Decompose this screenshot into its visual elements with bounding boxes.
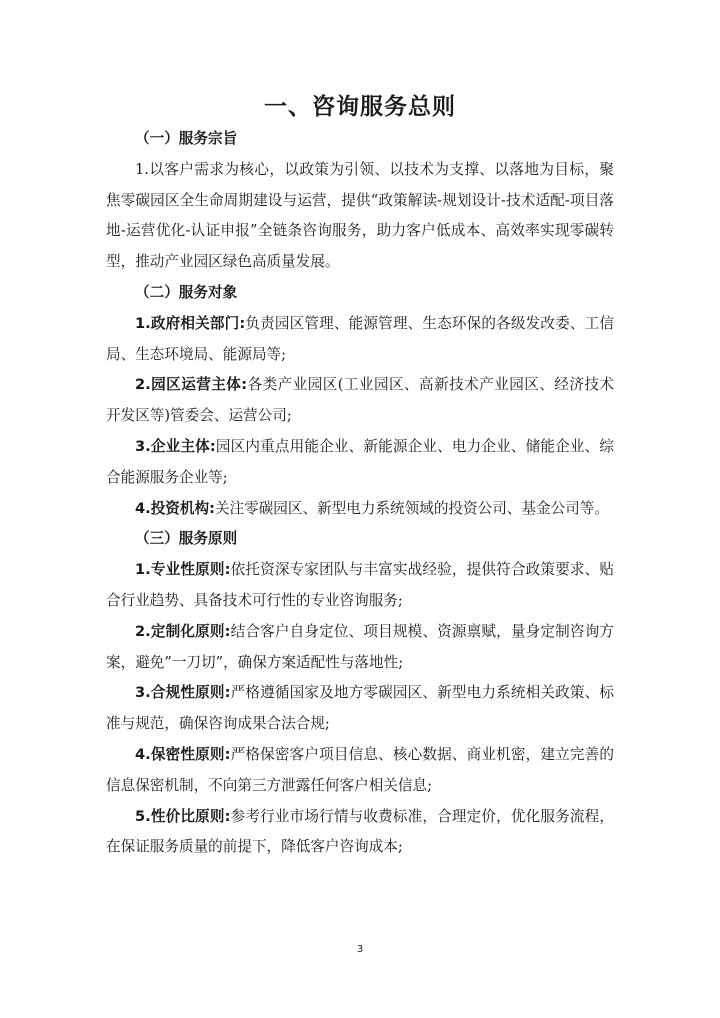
document-body <box>106 124 614 863</box>
paragraph-lead: 5.性价比原则: <box>135 807 231 825</box>
paragraph <box>106 678 614 740</box>
paragraph-lead: 2.定制化原则: <box>135 622 231 640</box>
paragraph-text: 参考行业市场行情与收费标准，合理定价，优化服务流程，在保证服务质量的前提下，降低客户咨询成本; <box>106 807 614 856</box>
paragraph-text: 依托资深专家团队与丰富实战经验，提供符合政策要求、贴合行业趋势、具备技术可行性的专业咨询服务; <box>106 561 614 609</box>
paragraph-text: 严格遵循国家及地方零碳园区、新型电力系统相关政策、标准与规范，确保咨询成果合法合规; <box>106 684 614 733</box>
paragraph <box>106 370 614 432</box>
paragraph-lead: 2.园区运营主体: <box>135 376 248 394</box>
paragraph-text: 园区内重点用能企业、新能源企业、电力企业、储能企业、综合能源服务企业等; <box>106 437 614 486</box>
paragraph <box>106 155 614 278</box>
paragraph-text: 负责园区管理、能源管理、生态环保的各级发改委、工信局、生态环境局、能源局等; <box>106 314 614 363</box>
page-title: 一、咨询服务总则 <box>264 94 456 120</box>
paragraph <box>106 802 614 864</box>
paragraph-text: 结合客户自身定位、项目规模、资源禀赋，量身定制咨询方案，避免”一刀切”，确保方案适配性与落地性; <box>106 622 614 671</box>
paragraph-text: 严格保密客户项目信息、核心数据、商业机密，建立完善的信息保密机制，不向第三方泄露任何客户相关信息; <box>106 745 614 794</box>
paragraph <box>106 740 614 802</box>
paragraph-text: 1.以客户需求为核心，以政策为引领、以技术为支撑、以落地为目标，聚焦零碳园区全生命周期建设与运营，提供“政策解读-规划设计-技术适配-项目落地-运营优化-认证申报”全链条咨询服务，助力客户低成本、高效率实现零碳转型，推动产业园区绿色高质量发展。 <box>106 160 614 271</box>
section-heading-principles: （三）服务原则 <box>135 530 238 548</box>
paragraph-lead: 1.政府相关部门: <box>135 314 246 332</box>
section-heading-purpose: （一）服务宗旨 <box>135 130 238 147</box>
paragraph <box>106 432 614 494</box>
paragraph-text: 关注零碳园区、新型电力系统领域的投资公司、基金公司等。 <box>214 499 609 517</box>
paragraph-lead: 3.企业主体: <box>135 437 216 455</box>
paragraph-text: 各类产业园区(工业园区、高新技术产业园区、经济技术开发区等)管委会、运营公司; <box>106 376 614 425</box>
paragraph <box>106 309 614 371</box>
paragraph-lead: 3.合规性原则: <box>135 684 231 702</box>
paragraph-lead: 4.投资机构: <box>135 499 215 517</box>
paragraph <box>106 555 614 617</box>
section-heading-audience: （二）服务对象 <box>135 283 238 301</box>
paragraph <box>106 617 614 679</box>
paragraph <box>106 494 614 525</box>
page-number: 3 <box>356 944 364 955</box>
paragraph-lead: 4.保密性原则: <box>135 745 231 763</box>
paragraph-lead: 1.专业性原则: <box>135 561 231 579</box>
